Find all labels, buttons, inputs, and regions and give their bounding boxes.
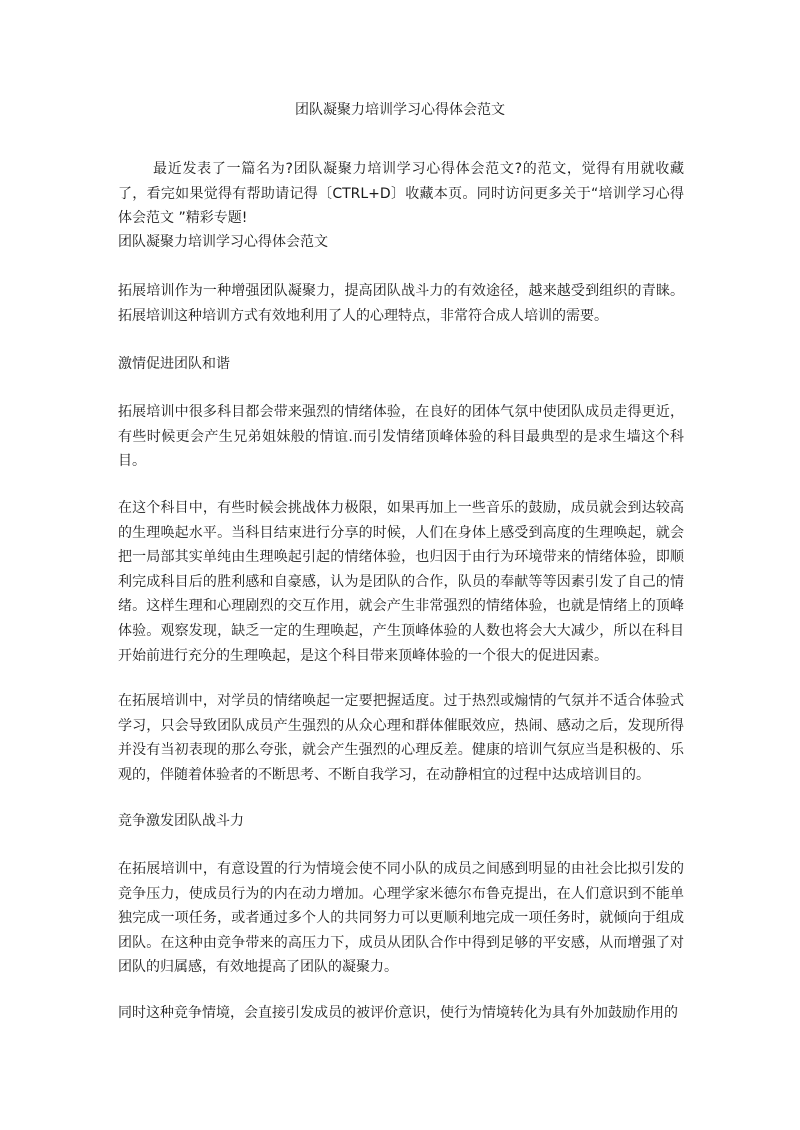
paragraph-6: 同时这种竞争情境，会直接引发成员的被评价意识，使行为情境转化为具有外加鼓励作用的: [118, 1005, 678, 1021]
paragraph-1: 拓展培训作为一种增强团队凝聚力，提高团队战斗力的有效途径，越来越受到组织的青睐。拓展培训这种培训方式有效地利用了人的心理特点，非常符合成人培训的需要。: [118, 283, 684, 324]
document-title: 团队凝聚力培训学习心得体会范文: [295, 102, 505, 118]
paragraph-4: 在拓展培训中，对学员的情绪唤起一定要把握适度。过于热烈或煽情的气氛并不适合体验式学习，只会导致团队成员产生强烈的从众心理和群体催眠效应，热闹、感动之后，发现所得并没有当初表现的那么夸张，就会产生强烈的心理反差。健康的培训气氛应当是积极的、乐观的，伴随着体验者的不断思考、不断自我学习，在动静相宜的过程中达成培训目的。: [118, 693, 684, 783]
intro-paragraph: 最近发表了一篇名为?团队凝聚力培训学习心得体会范文?的范文，觉得有用就收藏了，看完如果觉得有帮助请记得〔CTRL+D〕收藏本页。同时访问更多关于“培训学习心得体会范文 ”精彩专题!: [118, 161, 684, 227]
paragraph-3: 在这个科目中，有些时候会挑战体力极限，如果再加上一些音乐的鼓励，成员就会到达较高的生理唤起水平。当科目结束进行分享的时候，人们在身体上感受到高度的生理唤起，就会把一局部其实单纯由生理唤起引起的情绪体验，也归因于由行为环境带来的情绪体验，即顺利完成科目后的胜利感和自豪感，认为是团队的合作，队员的奉献等等因素引发了自己的情绪。这样生理和心理剧烈的交互作用，就会产生非常强烈的情绪体验，也就是情绪上的顶峰体验。观察发现，缺乏一定的生理唤起，产生顶峰体验的人数也将会大大减少，所以在科目开始前进行充分的生理唤起，是这个科目带来顶峰体验的一个很大的促进因素。: [118, 500, 684, 664]
section-heading-2: 竞争激发团队战斗力: [118, 813, 244, 829]
section-heading-1: 激情促进团队和谐: [118, 356, 230, 372]
paragraph-5: 在拓展培训中，有意设置的行为情境会使不同小队的成员之间感到明显的由社会比拟引发的竞争压力，使成员行为的内在动力增加。心理学家米德尔布鲁克提出，在人们意识到不能单独完成一项任务，或者通过多个人的共同努力可以更顺利地完成一项任务时，就倾向于组成团队。在这种由竞争带来的高压力下，成员从团队合作中得到足够的平安感，从而增强了对团队的归属感，有效地提高了团队的凝聚力。: [118, 861, 684, 976]
paragraph-2: 拓展培训中很多科目都会带来强烈的情绪体验，在良好的团体气氛中使团队成员走得更近，有些时候更会产生兄弟姐妹般的情谊.而引发情绪顶峰体验的科目最典型的是求生墙这个科目。: [118, 404, 684, 470]
document-subtitle: 团队凝聚力培训学习心得体会范文: [118, 234, 328, 250]
